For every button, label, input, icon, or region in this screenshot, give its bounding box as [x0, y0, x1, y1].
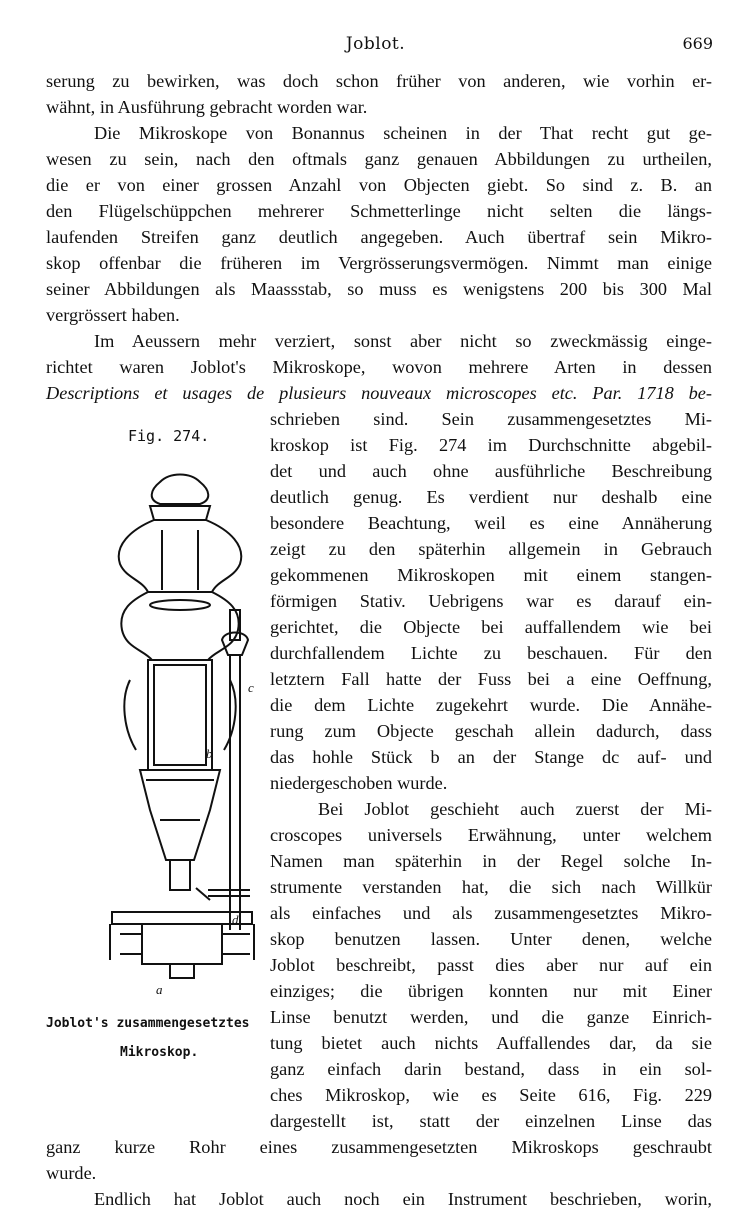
column-line: schrieben sind. Sein zusammengesetztes Mi- [270, 409, 712, 429]
column-line: niedergeschoben wurde. [270, 773, 448, 793]
column-line: skop benutzen lassen. Unter denen, welche [270, 929, 712, 949]
column-line: ganz einfach darin bestand, dass in ein sol- [270, 1059, 712, 1079]
body-line: skop offenbar die früheren im Vergrösserungsvermögen. Nimmt man einige [46, 253, 712, 273]
column-line: kroskop ist Fig. 274 im Durchschnitte abgebil- [270, 435, 712, 455]
body-line: serung zu bewirken, was doch schon früher von anderen, wie vorhin er- [46, 71, 712, 91]
running-header: Joblot. [345, 34, 406, 54]
column-line: det und auch ohne ausführliche Beschreibung [270, 461, 712, 481]
column-line: ches Mikroskop, wie es Seite 616, Fig. 229 [270, 1085, 712, 1105]
figure-letter-d: d [232, 912, 239, 927]
body-line: richtet waren Joblot's Mikroskope, wovon mehrere Arten in dessen [46, 357, 712, 377]
body-line: Die Mikroskope von Bonannus scheinen in der That recht gut ge- [94, 123, 712, 143]
column-line: strumente verstanden hat, die sich nach Willkür [270, 877, 712, 897]
figure-letter-b: b [206, 746, 213, 761]
column-line: zeigt zu den späterhin allgemein in Gebrauch [270, 539, 712, 559]
column-line: Namen man späterhin in der Regel solche In- [270, 851, 712, 871]
column-line: tung bietet auch nichts Auffallendes dar, da sie [270, 1033, 712, 1053]
column-line: dargestellt ist, statt der einzelnen Linse das [270, 1111, 712, 1131]
figure-caption: Mikroskop. [120, 1045, 199, 1060]
column-line: deutlich genug. Es verdient nur deshalb eine [270, 487, 712, 507]
column-line: als einfaches und als zusammengesetztes Mikro- [270, 903, 712, 923]
column-line: gekommenen Mikroskopen mit einem stangen- [270, 565, 712, 585]
column-line: besondere Beachtung, weil es eine Annäherung [270, 513, 712, 533]
figure-caption: Joblot's zusammengesetztes [46, 1016, 250, 1031]
body-line: die er von einer grossen Anzahl von Objecten giebt. So sind z. B. an [46, 175, 712, 195]
body-line: laufenden Streifen ganz deutlich angegeben. Auch übertraf sein Mikro- [46, 227, 712, 247]
column-line: förmigen Stativ. Uebrigens war es darauf ein- [270, 591, 712, 611]
body-line: wesen zu sein, nach den oftmals ganz genauen Abbildungen zu urtheilen, [46, 149, 712, 169]
column-line: croscopes universels Erwähnung, unter welchem [270, 825, 712, 845]
body-line: den Flügelschüppchen mehrerer Schmetterlinge nicht selten die längs- [46, 201, 712, 221]
column-line: rung zum Objecte geschah allein dadurch, dass [270, 721, 712, 741]
column-line: durchfallendem Lichte zu beschauen. Für den [270, 643, 712, 663]
microscope-drawing [90, 460, 270, 1000]
body-line: Endlich hat Joblot auch noch ein Instrument beschrieben, worin, [94, 1189, 712, 1209]
column-line: Joblot beschreibt, passt dies aber nur auf ein [270, 955, 712, 975]
column-line: gerichtet, die Objecte bei auffallendem wie bei [270, 617, 712, 637]
column-line: das hohle Stück b an der Stange dc auf- und [270, 747, 712, 767]
body-line: wähnt, in Ausführung gebracht worden war. [46, 97, 368, 117]
body-line: wurde. [46, 1163, 97, 1183]
column-line: letztern Fall hatte der Fuss bei a eine Oeffnung, [270, 669, 712, 689]
column-line: die dem Lichte zugekehrt wurde. Die Annähe- [270, 695, 712, 715]
page-number: 669 [682, 34, 713, 53]
body-line: Im Aeussern mehr verziert, sonst aber nicht so zweckmässig einge- [94, 331, 712, 351]
microscope-illustration [90, 460, 270, 1000]
figure-label: Fig. 274. [128, 427, 210, 445]
body-line: vergrössert haben. [46, 305, 180, 325]
column-line: Linse benutzt werden, und die ganze Einrich- [270, 1007, 712, 1027]
body-line: ganz kurze Rohr eines zusammengesetzten Mikroskops geschraubt [46, 1137, 712, 1157]
body-line: Descriptions et usages de plusieurs nouveaux microscopes etc. Par. 1718 be- [46, 383, 712, 403]
figure-letter-a: a [156, 982, 163, 997]
column-line: einziges; die übrigen konnten nur mit Einer [270, 981, 712, 1001]
column-line: Bei Joblot geschieht auch zuerst der Mi- [318, 799, 712, 819]
body-line: seiner Abbildungen als Maassstab, so muss es wenigstens 200 bis 300 Mal [46, 279, 712, 299]
figure-letter-c: c [248, 680, 254, 695]
